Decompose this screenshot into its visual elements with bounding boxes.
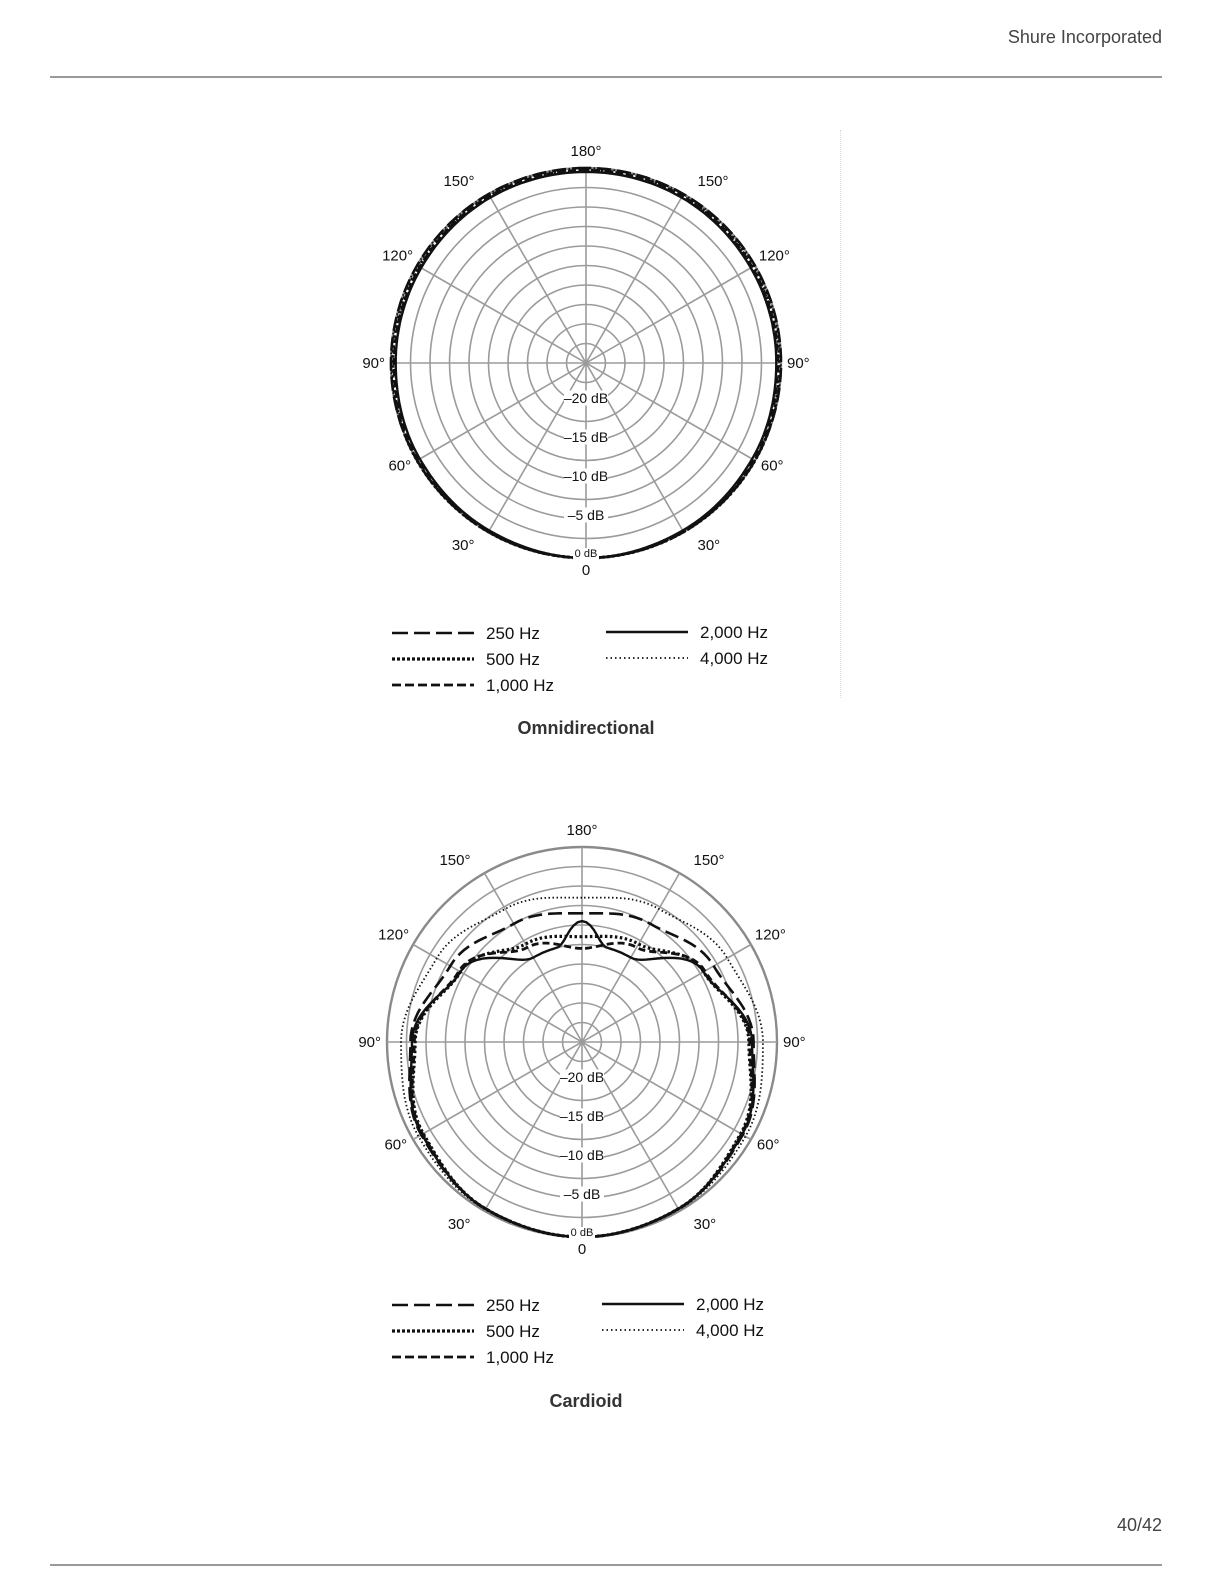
angle-label-left: 90°	[358, 1034, 381, 1051]
angle-label-top-right: 150°	[697, 173, 729, 191]
angle-label-upper-right: 120°	[754, 926, 786, 944]
legend-label: 2,000 Hz	[700, 623, 769, 642]
db-label: –5 dB	[567, 507, 605, 523]
db-label: 0 dB	[570, 1227, 594, 1239]
angle-label-bottom: 0	[581, 562, 591, 579]
legend-label: 2,000 Hz	[696, 1295, 765, 1314]
polar-chart-omnidirectional	[340, 130, 840, 700]
angle-label-bottom-left: 30°	[451, 536, 475, 554]
angle-label-bottom-right: 30°	[697, 536, 721, 554]
db-label: –15 dB	[563, 429, 609, 445]
header-company: Shure Incorporated	[1007, 27, 1162, 47]
angle-label-lower-right: 60°	[760, 457, 784, 475]
angle-label-right: 90°	[787, 355, 810, 372]
angle-label-top-left: 150°	[439, 852, 471, 870]
angle-label-top-right: 150°	[693, 852, 725, 870]
angle-label-left: 90°	[362, 355, 385, 372]
legend-label: 250 Hz	[486, 1296, 540, 1315]
angle-label-right: 90°	[783, 1034, 806, 1051]
legend-label: 1,000 Hz	[486, 1348, 555, 1367]
angle-label-bottom-right: 30°	[693, 1215, 717, 1233]
db-label: –10 dB	[559, 1147, 605, 1163]
legend-label: 250 Hz	[486, 624, 540, 643]
footer-rule	[50, 1564, 1162, 1566]
angle-label-lower-right: 60°	[756, 1136, 780, 1154]
figure-divider	[840, 130, 841, 698]
angle-label-upper-left: 120°	[378, 926, 410, 944]
db-label: 0 dB	[574, 548, 598, 560]
angle-label-upper-right: 120°	[758, 247, 790, 265]
angle-label-bottom: 0	[577, 1241, 587, 1258]
polar-figure-cardioid	[340, 820, 840, 1380]
caption-cardioid: Cardioid	[549, 1391, 623, 1411]
angle-label-top: 180°	[570, 143, 602, 160]
db-label: –20 dB	[559, 1069, 605, 1085]
legend-label: 4,000 Hz	[696, 1321, 765, 1340]
legend-label: 500 Hz	[486, 1322, 540, 1341]
caption-omnidirectional: Omnidirectional	[517, 718, 655, 738]
angle-label-top: 180°	[566, 822, 598, 839]
header-rule	[50, 76, 1162, 78]
angle-label-lower-left: 60°	[384, 1136, 408, 1154]
db-label: –20 dB	[563, 390, 609, 406]
angle-label-top-left: 150°	[443, 173, 475, 191]
angle-label-lower-left: 60°	[388, 457, 412, 475]
legend-label: 1,000 Hz	[486, 676, 555, 695]
legend-label: 500 Hz	[486, 650, 540, 669]
legend-label: 4,000 Hz	[700, 649, 769, 668]
page-number: 40/42	[1116, 1515, 1162, 1535]
polar-chart-cardioid	[340, 820, 840, 1380]
db-label: –5 dB	[563, 1186, 601, 1202]
angle-label-upper-left: 120°	[382, 247, 414, 265]
polar-figure-omnidirectional	[340, 130, 840, 700]
angle-label-bottom-left: 30°	[447, 1215, 471, 1233]
db-label: –15 dB	[559, 1108, 605, 1124]
db-label: –10 dB	[563, 468, 609, 484]
